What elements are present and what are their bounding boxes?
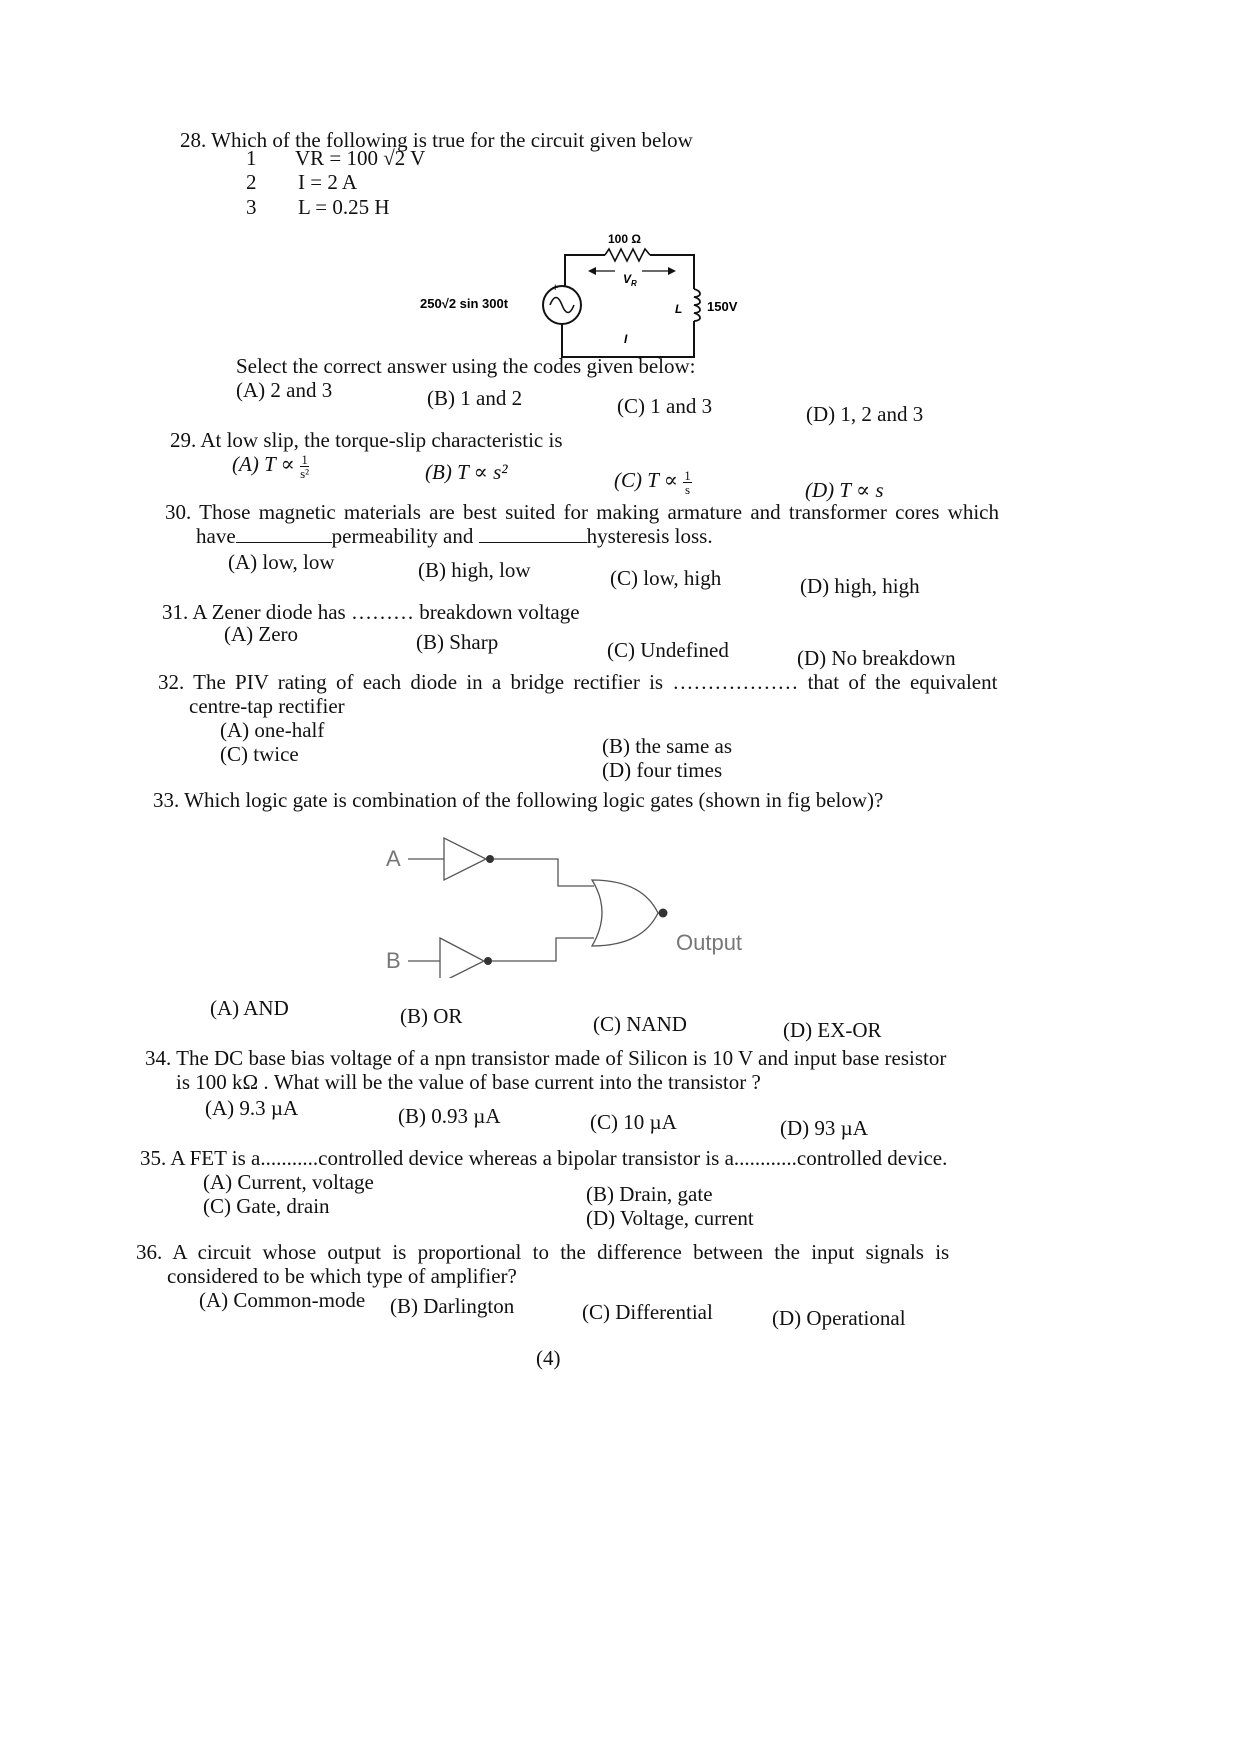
q28-option-a[interactable]: (A) 2 and 3 (236, 378, 333, 402)
circuit-current-label: I (624, 332, 628, 346)
q33-logic-diagram (380, 828, 780, 978)
q29-option-c-prefix: (C) T ∝ (614, 468, 679, 492)
inductor-symbol (694, 289, 700, 321)
q29-option-c-fraction: $\frac{1}{s}$ (684, 467, 691, 497)
q35-option-d[interactable]: (D) Voltage, current (586, 1206, 754, 1230)
q36-option-c[interactable]: (C) Differential (582, 1300, 713, 1324)
q32-option-d[interactable]: (D) four times (602, 758, 723, 782)
q28-instruction: Select the correct answer using the codes given below: (236, 354, 696, 378)
q33-option-c[interactable]: (C) NAND (593, 1012, 687, 1036)
q28-statement-1-num: 1 (246, 146, 257, 170)
q28-option-b[interactable]: (B) 1 and 2 (427, 386, 523, 410)
q30-option-a[interactable]: (A) low, low (228, 550, 335, 574)
resistor-symbol (605, 249, 650, 261)
q28-statement-3-text: L = 0.25 H (298, 195, 390, 219)
nor-gate (592, 880, 658, 946)
q36-line2: considered to be which type of amplifier? (167, 1264, 517, 1288)
q29-option-a-fraction: $\frac{1}{\text{s²}}$ (300, 451, 310, 481)
logic-input-b: B (386, 948, 401, 973)
q30-option-c[interactable]: (C) low, high (610, 566, 722, 590)
q30-line2 (196, 524, 713, 548)
q30-line2-a: have (196, 524, 236, 548)
q36-option-d[interactable]: (D) Operational (772, 1306, 906, 1330)
q28-statement-3-num: 3 (246, 195, 257, 219)
q29-option-b[interactable]: (B) T ∝ s² (425, 460, 508, 484)
page-number: (4) (536, 1346, 561, 1370)
q31-option-b[interactable]: (B) Sharp (416, 630, 499, 654)
q36-option-a[interactable]: (A) Common-mode (199, 1288, 366, 1312)
q35-option-a[interactable]: (A) Current, voltage (203, 1170, 374, 1194)
q32-line1: 32. The PIV rating of each diode in a bridge rectifier is ……………… that of the equivalent (158, 670, 998, 694)
q32-option-a[interactable]: (A) one-half (220, 718, 325, 742)
q28-statement-2-text: I = 2 A (298, 170, 358, 194)
logic-input-a: A (386, 846, 401, 871)
q31-option-d[interactable]: (D) No breakdown (797, 646, 956, 670)
q33-option-d[interactable]: (D) EX-OR (783, 1018, 882, 1042)
q28-option-d[interactable]: (D) 1, 2 and 3 (806, 402, 924, 426)
q30-blank-1 (236, 524, 332, 543)
q36-line1: 36. A circuit whose output is proportional to the difference between the input signals is (136, 1240, 950, 1264)
circuit-source-label: 250√2 sin 300t (420, 296, 509, 311)
not-gate-b (440, 938, 484, 978)
q30-option-b[interactable]: (B) high, low (418, 558, 531, 582)
logic-output-label: Output (676, 930, 743, 955)
q28-option-c[interactable]: (C) 1 and 3 (617, 394, 713, 418)
q35-option-c[interactable]: (C) Gate, drain (203, 1194, 330, 1218)
q35-stem: 35. A FET is a...........controlled device whereas a bipolar transistor is a............controlled device. (140, 1146, 948, 1170)
not-gate-a (444, 838, 486, 880)
q34-line2: is 100 kΩ . What will be the value of base current into the transistor ? (176, 1070, 761, 1094)
q34-option-a[interactable]: (A) 9.3 µA (205, 1096, 299, 1120)
q32-option-c[interactable]: (C) twice (220, 742, 299, 766)
q30-blank-2 (479, 524, 587, 543)
q28-statement-2-num: 2 (246, 170, 257, 194)
q29-stem: 29. At low slip, the torque-slip characteristic is (170, 428, 563, 452)
q31-option-c[interactable]: (C) Undefined (607, 638, 729, 662)
q29-option-a-prefix: (A) T ∝ (232, 452, 295, 476)
q28-circuit-diagram (410, 225, 770, 365)
circuit-vr-label: $V_R$ (623, 272, 637, 288)
q34-option-c[interactable]: (C) 10 µA (590, 1110, 677, 1134)
svg-text:+: + (552, 282, 559, 294)
q34-option-d[interactable]: (D) 93 µA (780, 1116, 868, 1140)
q35-option-b[interactable]: (B) Drain, gate (586, 1182, 713, 1206)
q33-stem: 33. Which logic gate is combination of the following logic gates (shown in fig below)? (153, 788, 884, 812)
q29-option-a[interactable] (232, 452, 309, 480)
q29-option-c[interactable] (614, 468, 692, 496)
q34-option-b[interactable]: (B) 0.93 µA (398, 1104, 501, 1128)
circuit-resistor-label: 100 Ω (608, 232, 641, 246)
q30-line1: 30. Those magnetic materials are best suited for making armature and transformer cores which (165, 500, 999, 524)
q31-option-a[interactable]: (A) Zero (224, 622, 299, 646)
q30-line2-b: permeability and (331, 524, 474, 548)
q33-option-a[interactable]: (A) AND (210, 996, 289, 1020)
q30-option-d[interactable]: (D) high, high (800, 574, 920, 598)
q32-line2: centre-tap rectifier (189, 694, 345, 718)
q28-statement-1-text: VR = 100 √2 V (295, 146, 426, 170)
q34-line1: 34. The DC base bias voltage of a npn transistor made of Silicon is 10 V and input base resistor (145, 1046, 947, 1070)
q36-option-b[interactable]: (B) Darlington (390, 1294, 515, 1318)
circuit-inductor-voltage: 150V (707, 299, 738, 314)
circuit-inductor-label: L (675, 302, 683, 316)
q29-option-d[interactable]: (D) T ∝ s (805, 478, 884, 502)
q30-line2-c: hysteresis loss. (586, 524, 713, 548)
q33-option-b[interactable]: (B) OR (400, 1004, 463, 1028)
q28-stem: 28. Which of the following is true for the circuit given below (180, 128, 693, 152)
q32-option-b[interactable]: (B) the same as (602, 734, 733, 758)
q31-stem: 31. A Zener diode has ……… breakdown voltage (162, 600, 580, 624)
